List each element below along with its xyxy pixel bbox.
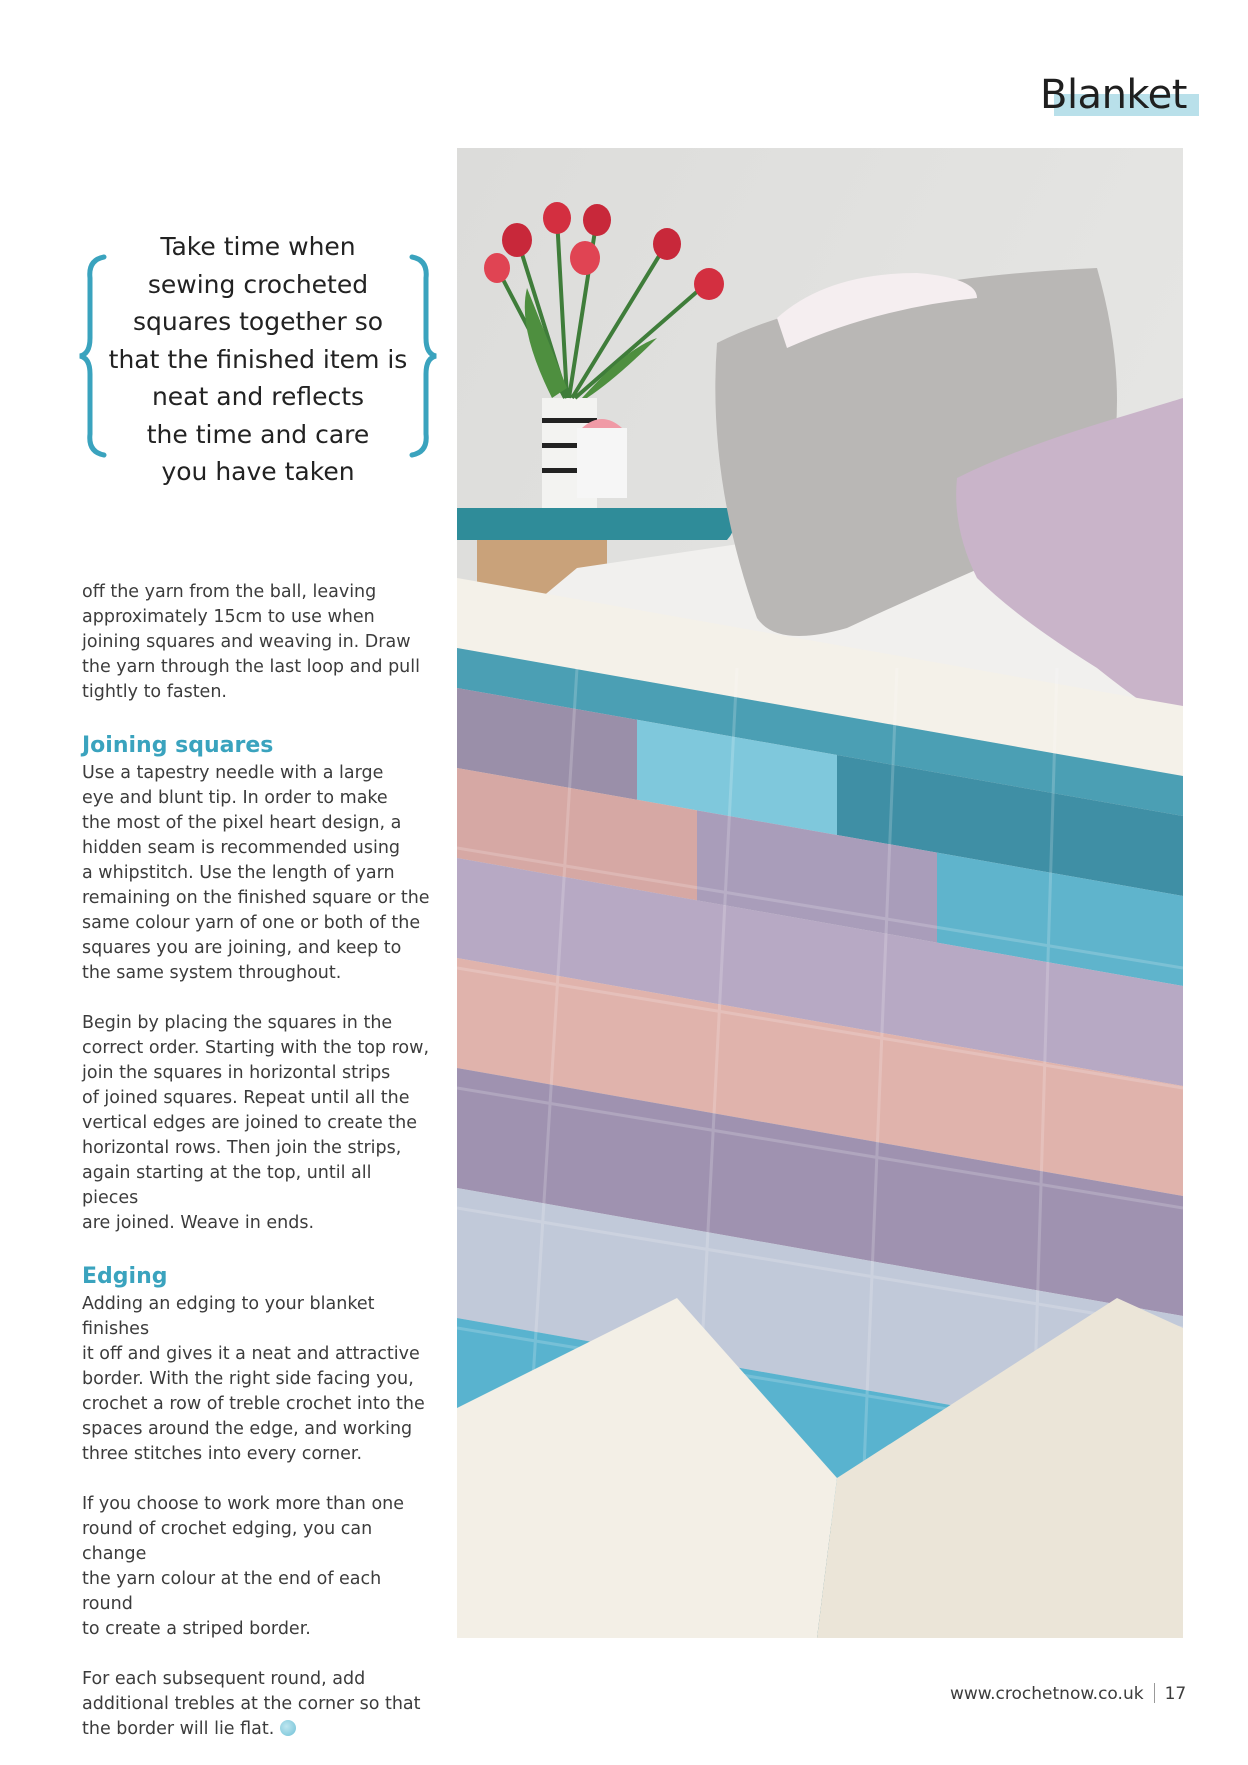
- text-line: Use a tapestry needle with a large: [82, 763, 384, 783]
- text-line: correct order. Starting with the top row,: [82, 1038, 430, 1058]
- blanket-photo-illustration: [457, 148, 1183, 1638]
- yarn-ball-end-icon: [280, 1720, 296, 1736]
- pull-quote-line: squares together so: [132, 307, 384, 336]
- text-line: Begin by placing the squares in the: [82, 1013, 393, 1033]
- text-line: additional trebles at the corner so that: [82, 1694, 421, 1714]
- text-line: same colour yarn of one or both of the: [82, 913, 421, 933]
- text-line: three stitches into every corner.: [82, 1444, 363, 1464]
- text-line: Adding an edging to your blanket finishes: [82, 1294, 375, 1339]
- pull-quote-line: that the finished item is: [108, 344, 408, 374]
- page-footer: [950, 1683, 1186, 1704]
- section-title: Blanket: [1040, 72, 1187, 118]
- text-line: again starting at the top, until all pieces: [82, 1163, 372, 1208]
- text-line: it off and gives it a neat and attractive: [82, 1344, 420, 1364]
- text-line: squares you are joining, and keep to: [82, 938, 402, 958]
- joining-squares-heading: Joining squares: [82, 733, 274, 758]
- text-line: join the squares in horizontal strips: [82, 1063, 391, 1083]
- text-line: remaining on the finished square or the: [82, 888, 430, 908]
- text-line: the yarn through the last loop and pull: [82, 657, 420, 677]
- text-line: of joined squares. Repeat until all the: [82, 1088, 410, 1108]
- text-line: round of crochet edging, you can change: [82, 1519, 373, 1564]
- footer-divider: [1154, 1683, 1155, 1703]
- text-line: the most of the pixel heart design, a: [82, 813, 402, 833]
- pull-quote-text: [108, 228, 408, 491]
- text-line: a whipstitch. Use the length of yarn: [82, 863, 395, 883]
- section-tag: [1040, 72, 1187, 118]
- text-line: approximately 15cm to use when: [82, 607, 375, 627]
- text-line: For each subsequent round, add: [82, 1669, 366, 1689]
- website-url: www.crochetnow.co.uk: [950, 1684, 1144, 1704]
- text-line: vertical edges are joined to create the: [82, 1113, 418, 1133]
- text-line: joining squares and weaving in. Draw: [82, 632, 411, 652]
- pull-quote-line: you have taken: [161, 457, 355, 486]
- pull-quote-line: sewing crocheted: [147, 269, 369, 299]
- right-brace-icon: [408, 254, 438, 458]
- page-number: 17: [1164, 1684, 1187, 1704]
- pull-quote-line: Take time when: [160, 232, 356, 261]
- text-line: the same system throughout.: [82, 963, 342, 983]
- text-line: border. With the right side facing you,: [82, 1369, 414, 1389]
- edging-heading: Edging: [82, 1264, 168, 1289]
- pull-quote-line: the time and care: [146, 419, 370, 449]
- text-line: [82, 1717, 432, 1742]
- text-line: spaces around the edge, and working: [82, 1419, 413, 1439]
- text-line: hidden seam is recommended using: [82, 838, 401, 858]
- text-line: crochet a row of treble crochet into the: [82, 1394, 425, 1414]
- text-line: off the yarn from the ball, leaving: [82, 582, 377, 602]
- pull-quote-line: neat and reflects: [151, 382, 365, 411]
- text-line-content: the border will lie flat.: [82, 1719, 275, 1739]
- text-line: to create a striped border.: [82, 1619, 311, 1639]
- pull-quote: [78, 228, 438, 496]
- text-line: If you choose to work more than one: [82, 1494, 405, 1514]
- text-line: are joined. Weave in ends.: [82, 1213, 315, 1233]
- text-line: horizontal rows. Then join the strips,: [82, 1138, 402, 1158]
- body-column: [82, 580, 432, 1742]
- blanket-photo: [457, 148, 1183, 1638]
- text-line: eye and blunt tip. In order to make: [82, 788, 388, 808]
- text-line: the yarn colour at the end of each round: [82, 1569, 382, 1614]
- text-line: tightly to fasten.: [82, 682, 227, 702]
- left-brace-icon: [78, 254, 108, 458]
